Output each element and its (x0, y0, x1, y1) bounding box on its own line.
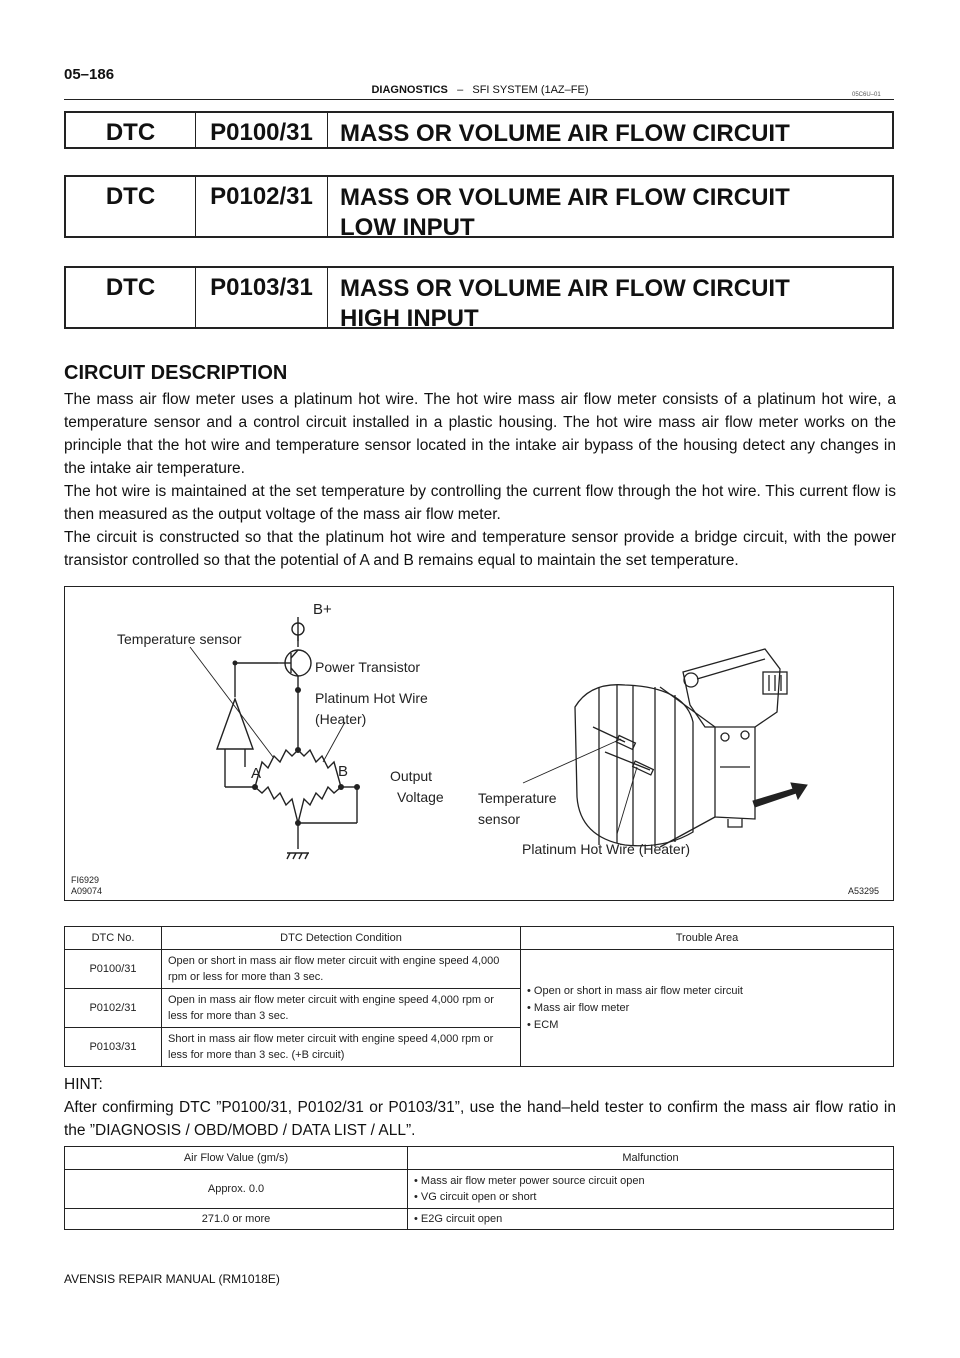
col-malfunction: Malfunction (408, 1147, 894, 1170)
feedback-path (217, 663, 278, 787)
dtc-box-p0102 (64, 175, 894, 241)
label-point-b: B (338, 763, 349, 780)
header-subsection: SFI SYSTEM (1AZ–FE) (472, 84, 589, 96)
dtc-label: DTC (66, 113, 196, 147)
figure-code-left-1: FI6929 (71, 875, 100, 885)
label-point-a: A (251, 765, 262, 782)
transistor-symbol (278, 650, 311, 750)
airflow-value-cell: Approx. 0.0 (65, 1170, 408, 1209)
dtc-title-line1: MASS OR VOLUME AIR FLOW CIRCUIT (340, 120, 790, 147)
running-header (0, 84, 960, 96)
trouble-area-item: • Open or short in mass air flow meter circuit (527, 984, 743, 997)
figure-code-right: A53295 (848, 886, 880, 896)
dtc-box-p0100 (64, 111, 894, 149)
section-title: CIRCUIT DESCRIPTION (64, 362, 288, 384)
footer-manual-title: AVENSIS REPAIR MANUAL (RM1018E) (64, 1272, 280, 1286)
label-voltage: Voltage (397, 789, 444, 805)
dtc-title (328, 113, 892, 147)
col-air-flow-value: Air Flow Value (gm/s) (65, 1147, 408, 1170)
dtc-code: P0103/31 (196, 268, 328, 327)
circuit-figure (64, 586, 894, 901)
hint-text: After confirming DTC ”P0100/31, P0102/31 or P0103/31”, use the hand–held tester to confirm the mass air flow ratio in the ”DIAGNOSIS / OBD/MOBD / DATA LIST / ALL”. (64, 1099, 896, 1139)
hint-label: HINT: (64, 1076, 103, 1093)
dtc-title (328, 177, 892, 241)
dtc-box-p0103 (64, 266, 894, 332)
col-trouble-area: Trouble Area (521, 927, 894, 950)
airflow-arrow-icon (753, 783, 807, 807)
header-rule (64, 99, 894, 100)
dtc-title-line2: LOW INPUT (340, 214, 475, 241)
malfunction-cell (408, 1170, 894, 1209)
airflow-table-header (65, 1147, 894, 1170)
label-hot-wire: Platinum Hot Wire (315, 690, 428, 706)
description-paragraph-1: The mass air flow meter uses a platinum hot wire. The hot wire mass air flow meter consists of a platinum hot wire, a temperature sensor and a control circuit installed in a plastic housing. The hot wire mass air flow meter works on the principle that the hot wire and temperature sensor located in the intake air bypass of the housing detect any changes in the intake air temperature. (64, 391, 896, 477)
label-power-transistor: Power Transistor (315, 659, 421, 675)
table-row (65, 1209, 894, 1230)
dtc-table-header (65, 927, 894, 950)
col-dtc-no: DTC No. (65, 927, 162, 950)
label-output: Output (390, 768, 433, 784)
airflow-value-cell: 271.0 or more (65, 1209, 408, 1230)
label-heater: (Heater) (315, 711, 367, 727)
label-sensor: sensor (478, 811, 521, 827)
condition-cell: Open in mass air flow meter circuit with engine speed 4,000 rpm or less for more than 3 sec. (162, 989, 521, 1028)
description-paragraph-2: The hot wire is maintained at the set temperature by controlling the current flow through the hot wire. This current flow is then measured as the output voltage of the mass air flow meter. (64, 483, 896, 523)
trouble-area-cell (521, 950, 894, 1067)
page-number: 05–186 (64, 66, 115, 83)
sensor-leader-lines (523, 739, 637, 834)
label-temperature: Temperature (478, 790, 557, 806)
dtc-label: DTC (66, 268, 196, 327)
header-dash: – (457, 84, 464, 96)
malfunction-item: • VG circuit open or short (414, 1191, 537, 1203)
dtc-code: P0102/31 (196, 177, 328, 236)
col-detection-condition: DTC Detection Condition (162, 927, 521, 950)
airflow-table (64, 1146, 894, 1230)
b-plus-terminal (292, 617, 304, 647)
description-paragraph-3: The circuit is constructed so that the platinum hot wire and temperature sensor provide a bridge circuit, with the power transistor controlled so that the potential of A and B remains equal to maintain the set temperature. (64, 529, 896, 569)
condition-cell: Open or short in mass air flow meter circuit with engine speed 4,000 rpm or less for more than 3 sec. (162, 950, 521, 989)
condition-cell: Short in mass air flow meter circuit with engine speed 4,000 rpm or less for more than 3 sec. (+B circuit) (162, 1028, 521, 1067)
dtc-table (64, 926, 894, 1067)
table-row (65, 950, 894, 989)
label-temperature-sensor: Temperature sensor (117, 631, 242, 647)
header-section: DIAGNOSTICS (371, 84, 448, 96)
malfunction-item: • E2G circuit open (414, 1213, 503, 1225)
dtc-code: P0100/31 (196, 113, 328, 147)
dtc-label: DTC (66, 177, 196, 236)
malfunction-cell (408, 1209, 894, 1230)
dtc-code-cell: P0103/31 (65, 1028, 162, 1067)
dtc-title-line1: MASS OR VOLUME AIR FLOW CIRCUIT (340, 275, 790, 302)
dtc-code-cell: P0102/31 (65, 989, 162, 1028)
sensor-illustration (575, 649, 787, 847)
dtc-code-cell: P0100/31 (65, 950, 162, 989)
trouble-area-item: • ECM (527, 1018, 559, 1031)
dtc-title (328, 268, 892, 332)
dtc-title-line2: HIGH INPUT (340, 305, 479, 332)
doc-code: 05C6U–01 (852, 92, 881, 98)
label-b-plus: B+ (313, 601, 332, 618)
label-hot-wire-heater: Platinum Hot Wire (Heater) (522, 841, 691, 857)
dtc-title-line1: MASS OR VOLUME AIR FLOW CIRCUIT (340, 184, 790, 211)
table-row (65, 1170, 894, 1209)
trouble-area-item: • Mass air flow meter (527, 1001, 630, 1014)
malfunction-item: • Mass air flow meter power source circuit open (414, 1175, 645, 1187)
figure-code-left-2: A09074 (71, 886, 103, 896)
